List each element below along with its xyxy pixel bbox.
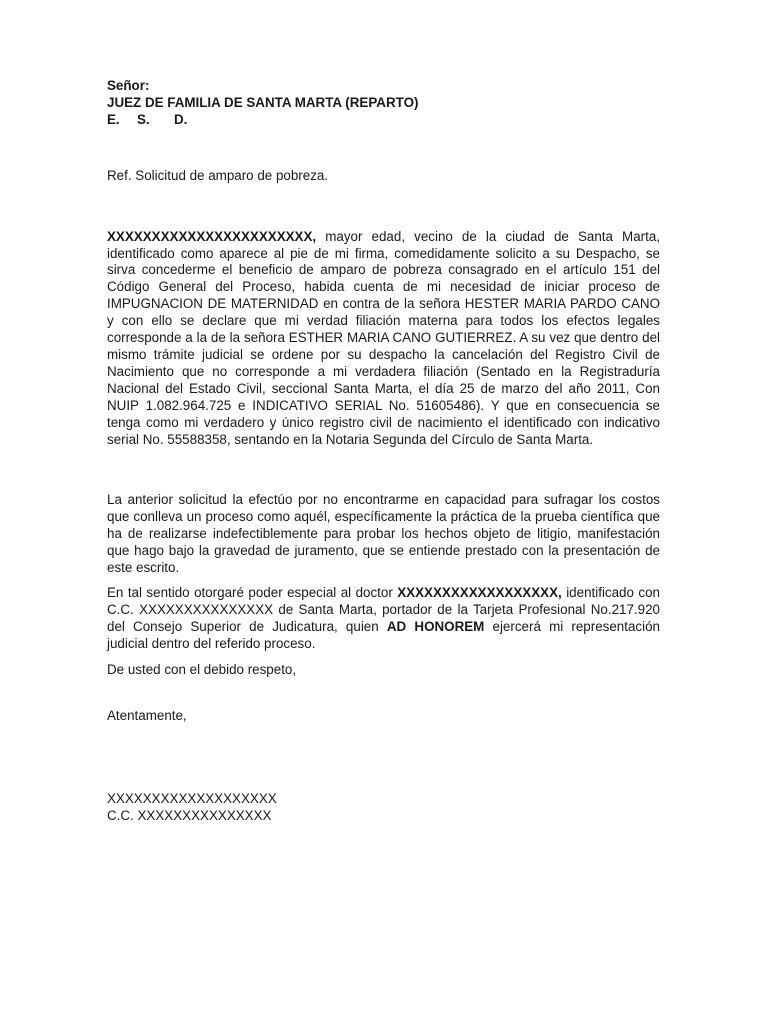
paragraph-attorney-text-3: ejercerá mi representación judicial dentro del referido proceso.	[107, 618, 660, 651]
esd-line	[107, 112, 660, 129]
petitioner-name: XXXXXXXXXXXXXXXXXXXXXXX,	[107, 228, 317, 244]
recipient: JUEZ DE FAMILIA DE SANTA MARTA (REPARTO)	[107, 94, 419, 110]
reference-line: Ref. Solicitud de amparo de pobreza.	[107, 167, 329, 183]
esd-e: E.	[107, 111, 120, 127]
ad-honorem: AD HONOREM	[386, 618, 485, 634]
signature-name: XXXXXXXXXXXXXXXXXXX	[107, 791, 277, 807]
attorney-name: XXXXXXXXXXXXXXXXXX,	[397, 584, 562, 600]
signature-id: C.C. XXXXXXXXXXXXXXX	[107, 808, 272, 824]
paragraph-attorney-text-2: identificado con C.C. XXXXXXXXXXXXXXX de Santa Marta, portador de la Tarjeta Profesional No.217.920 del Consejo Superior de Judicatura, quien	[107, 584, 660, 634]
closing: Atentamente,	[107, 708, 187, 724]
letter-header	[107, 78, 660, 129]
letter-body	[107, 78, 660, 825]
esd-s: S.	[137, 111, 150, 127]
closing-respect: De usted con el debido respeto,	[107, 661, 297, 677]
esd-d: D.	[174, 111, 188, 127]
paragraph-attorney-text-1: En tal sentido otorgaré poder especial al doctor	[107, 584, 398, 600]
paragraph-request-text: mayor edad, vecino de la ciudad de Santa Marta, identificado como aparece al pie de mi firma, comedidamente solicito a su Despacho, se sirva concederme el beneficio de amparo de pobreza consagrado en el artículo 151 del Código General del Proceso, habida cuenta de mi necesidad de iniciar proceso de IMPUGNACION DE MATERNIDAD en contra de la señora HESTER MARIA PARDO CANO y con ello se declare que mi verdad filiación materna para todos los efectos legales corresponde a la de la señora ESTHER MARIA CANO GUTIERREZ. A su vez que dentro del mismo trámite judicial se ordene por su despacho la cancelación del Registro Civil de Nacimiento que no corresponde a mi verdadera filiación (Sentado en la Registraduría Nacional del Estado Civil, seccional Santa Marta, el día 25 de marzo del año 2011, Con NUIP 1.082.964.725 e INDICATIVO SERIAL No. 51605486). Y que en consecuencia se tenga como mi verdadero y único registro civil de nacimiento el identificado con indicativo serial No. 55588358, sentando en la Notaria Segunda del Círculo de Santa Marta.	[107, 228, 660, 447]
paragraph-request	[107, 229, 660, 449]
paragraph-attorney	[107, 585, 660, 653]
salutation: Señor:	[107, 78, 150, 93]
paragraph-justification: La anterior solicitud la efectúo por no encontrarme en capacidad para sufragar los costos que conlleva un proceso como aquél, específicamente la práctica de la prueba científica que ha de realizarse indefectiblemente para probar los hechos objeto de litigio, manifestación que hago bajo la gravedad de juramento, que se entiende prestado con la presentación de este escrito.	[107, 492, 660, 576]
signature-block	[107, 791, 660, 825]
